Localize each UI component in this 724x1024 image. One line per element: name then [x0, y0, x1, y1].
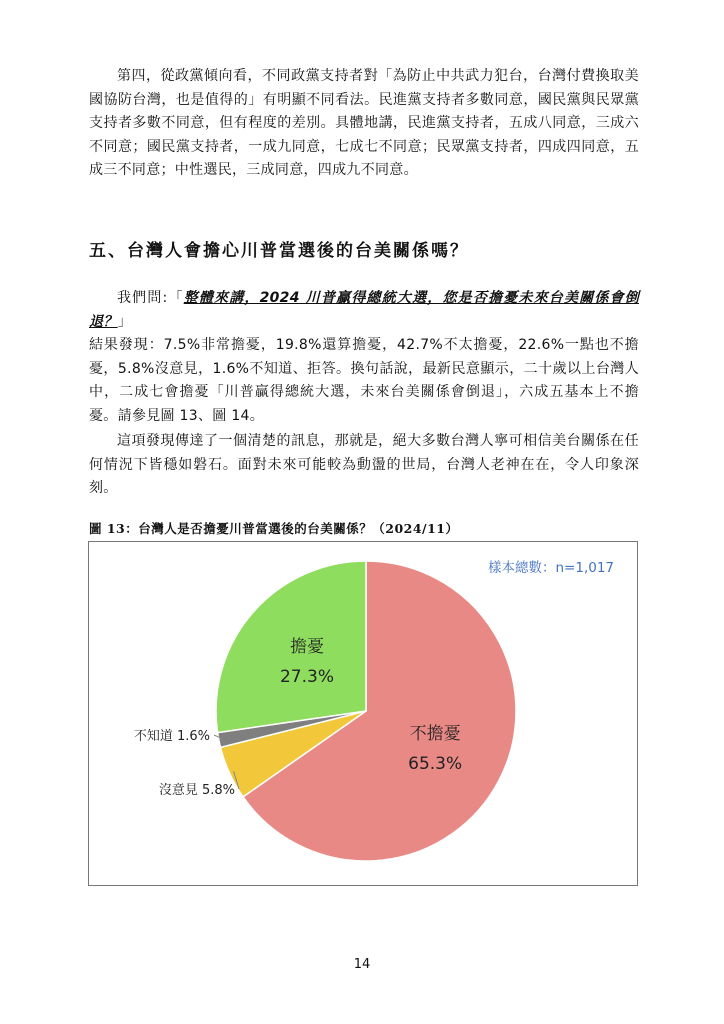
question-close: 」	[117, 313, 132, 330]
paragraph-survey-question	[89, 287, 639, 428]
outer-label-1: 沒意見 5.8%	[158, 783, 235, 798]
survey-results: 結果發現：7.5%非常擔憂，19.8%還算擔憂，42.7%不太擔憂，22.6%一點也不擔憂，5.8%沒意見，1.6%不知道、拒答。換句話說，最新民意顯示，二十歲以上台灣人中，二成七會擔憂「川普贏得總統大選，未來台美關係會倒退」，六成五基本上不擔憂。請參見圖 13、圖 14。	[89, 337, 639, 424]
section-heading: 五、台灣人會擔心川普當選後的台美關係嗎？	[89, 241, 469, 261]
paragraph-party-views: 第四，從政黨傾向看，不同政黨支持者對「為防止中共武力犯台，台灣付費換取美國協防台灣，也是值得的」有明顯不同看法。民進黨支持者多數同意，國民黨與民眾黨支持者多數不同意，但有程度的差別。具體地講，民進黨支持者，五成八同意，三成六不同意；國民黨支持者，一成九同意，七成七不同意；民眾黨支持者，四成四同意，五成三不同意；中性選民，三成同意，四成九不同意。	[89, 68, 639, 178]
survey-question: 整體來講，2024 川普贏得總統大選，您是否擔憂未來台美關係會倒退？	[89, 290, 640, 330]
slice-label-0: 不擔憂	[409, 724, 461, 745]
paragraph-conclusion: 這項發現傳達了一個清楚的訊息，那就是，絕大多數台灣人寧可相信美台關係在任何情況下皆穩如磐石。面對未來可能較為動盪的世局，台灣人老神在在，令人印象深刻。	[89, 433, 639, 496]
page-number: 14	[353, 957, 371, 972]
slice-value-label-3: 27.3%	[279, 666, 335, 687]
pie-chart-frame	[88, 541, 638, 886]
figure-caption: 圖 13：台灣人是否擔憂川普當選後的台美關係？（2024/11）	[89, 521, 459, 536]
question-lead: 我們問:「	[117, 290, 184, 306]
sample-size-note: 樣本總數：n=1,017	[487, 560, 614, 576]
pie-chart	[89, 542, 637, 885]
slice-label-3: 擔憂	[290, 636, 325, 657]
slice-value-label-0: 65.3%	[408, 754, 463, 775]
outer-label-2: 不知道 1.6%	[133, 729, 210, 744]
